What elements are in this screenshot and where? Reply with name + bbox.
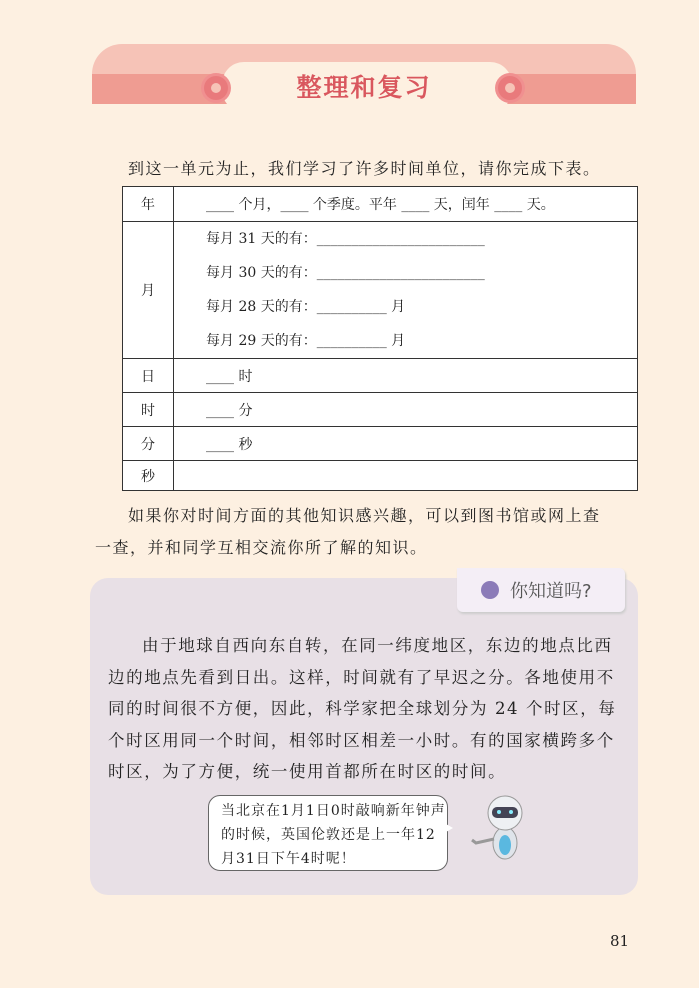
- intro-text: 到这一单元为止，我们学习了许多时间单位，请你完成下表。: [128, 159, 601, 178]
- bar-chart-icon: [481, 581, 499, 599]
- tag-label: 你知道吗?: [510, 581, 592, 602]
- section-title: 整理和复习: [296, 73, 432, 102]
- unit-cell: 秒: [123, 461, 174, 491]
- unit-cell: 分: [123, 427, 174, 461]
- speech-bubble: 当北京在1月1日0时敲响新年钟声的时候，英国伦敦还是上一年12月31日下午4时呢！: [208, 795, 448, 871]
- answer-cell: ____ 分: [174, 393, 638, 427]
- unit-cell: 月: [123, 222, 174, 359]
- answer-line: 每月 31 天的有：________________________: [206, 231, 485, 247]
- robot-icon: [470, 795, 530, 860]
- unit-cell: 年: [123, 187, 174, 222]
- section-header: [92, 44, 636, 104]
- answer-line: 每月 28 天的有：__________ 月: [206, 299, 406, 315]
- answer-cell: ____ 时: [174, 359, 638, 393]
- did-you-know-tag: [457, 568, 625, 612]
- followup-line: 如果你对时间方面的其他知识感兴趣，可以到图书馆或网上查: [128, 506, 601, 525]
- did-you-know-text: 由于地球自西向东自转，在同一纬度地区，东边的地点比西边的地点先看到日出。这样，时间就有了早迟之分。各地使用不同的时间很不方便，因此，科学家把全球划分为 24 个时区，每个时区用同一个时间，相邻时区相差一小时。有的国家横跨多个时区，为了方便，统一使用首都所在时区的时间。: [108, 636, 617, 781]
- answer-line: 每月 29 天的有：__________ 月: [206, 333, 406, 349]
- page-number: 81: [610, 932, 630, 950]
- followup-line: 一查，并和同学互相交流你所了解的知识。: [95, 538, 428, 557]
- answer-cell: ____ 秒: [174, 427, 638, 461]
- time-units-table: [122, 186, 638, 491]
- unit-cell: 日: [123, 359, 174, 393]
- answer-cell: ____ 个月，____ 个季度。平年 ____ 天，闰年 ____ 天。: [174, 187, 638, 222]
- answer-cell: [174, 461, 638, 491]
- answer-line: 每月 30 天的有：________________________: [206, 265, 485, 281]
- unit-cell: 时: [123, 393, 174, 427]
